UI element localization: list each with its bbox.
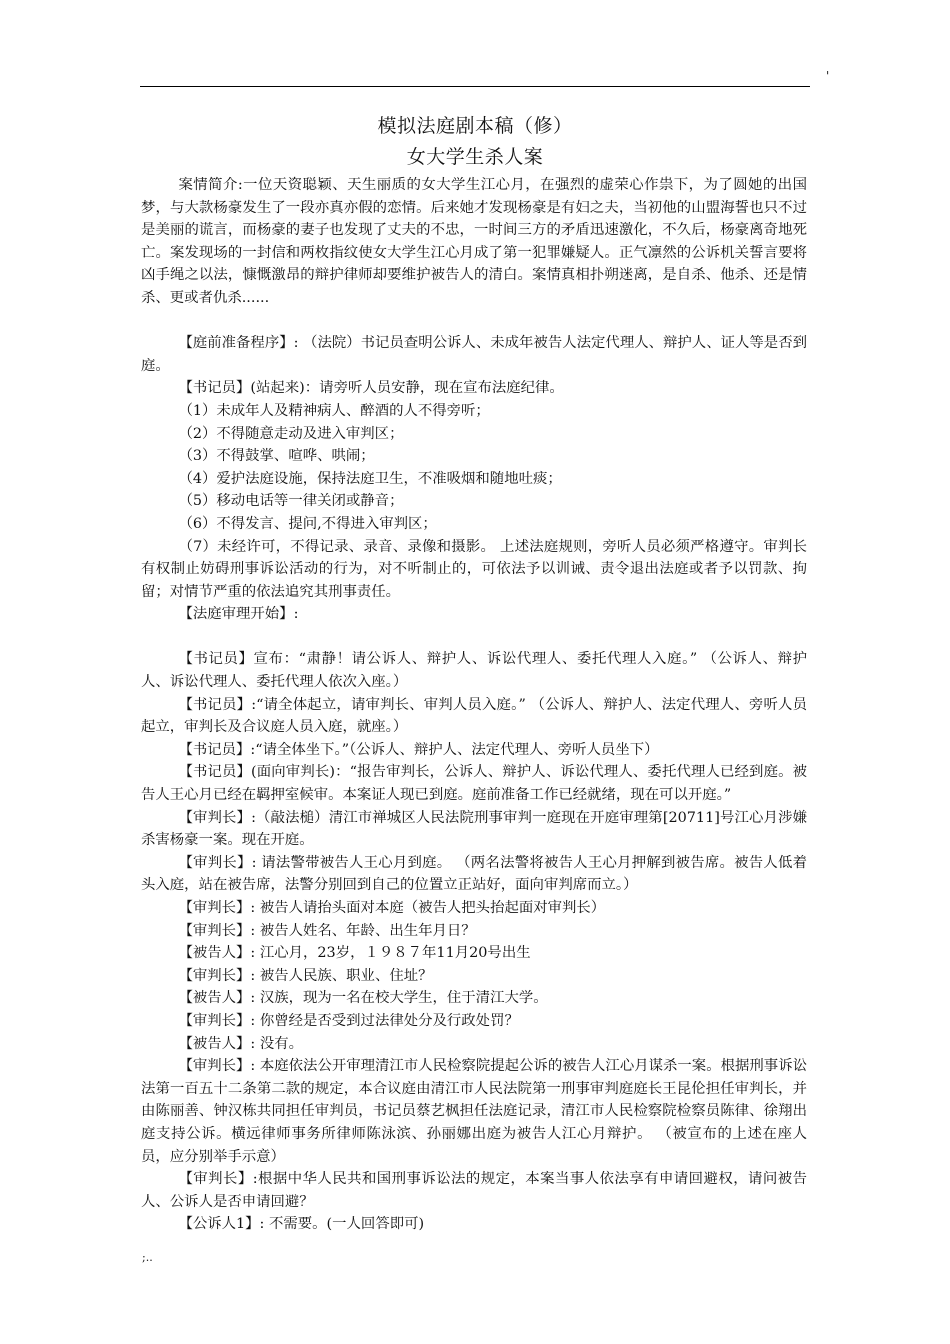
blank-line <box>141 626 807 649</box>
dialogue-paragraph: 【被告人】: 汉族，现为一名在校大学生，住于清江大学。 <box>178 990 548 1007</box>
dialogue-paragraph: 【公诉人1】: 不需要。(一人回答即可) <box>178 1216 425 1233</box>
dialogue-paragraph: 【被告人】: 没有。 <box>178 1035 303 1052</box>
clerk-announcement-paragraph: 【书记员】(站起来)：请旁听人员安静，现在宣布法庭纪律。 <box>178 380 564 397</box>
dialogue-paragraph: 【书记员】:“请全体起立，请审判长、审判人员入庭。” （公诉人、辩护人、法定代理人、旁听人员起立，审判长及合议庭人员入庭，就座。） <box>141 696 807 736</box>
dialogue-paragraph: 【审判长】: 被告人姓名、年龄、出生年月日？ <box>178 922 476 939</box>
dialogue-paragraph: 【审判长】:根据中华人民共和国刑事诉讼法的规定，本案当事人依法享有申请回避权，请问被告人、公诉人是否申请回避？ <box>141 1171 807 1210</box>
dialogue-paragraph: 【书记员】(面向审判长)：“报告审判长，公诉人、辩护人、诉讼代理人、委托代理人已经到庭。被告人王心月已经在羁押室候审。本案证人现已到庭。庭前准备工作已经就绪，现在可以开庭。” <box>141 764 807 804</box>
court-rule-item: （5）移动电话等一律关闭或静音； <box>178 493 404 510</box>
court-rule-item: （6）不得发言、提问,不得进入审判区； <box>178 515 437 532</box>
court-rule-item: （2）不得随意走动及进入审判区； <box>178 425 404 442</box>
header-mark: ' <box>826 69 830 83</box>
court-rule-item: （3）不得鼓掌、喧哗、哄闹； <box>178 448 375 465</box>
court-rule-item: （4）爱护法庭设施，保持法庭卫生，不准吸烟和随地吐痰； <box>178 470 562 487</box>
dialogue-paragraph: 【书记员】:“请全体坐下。”（公诉人、辩护人、法定代理人、旁听人员坐下） <box>178 741 659 758</box>
case-summary-paragraph: 案情简介:一位天资聪颖、天生丽质的女大学生江心月，在强烈的虚荣心作祟下，为了圆她的出国梦，与大款杨豪发生了一段亦真亦假的恋情。后来她才发现杨豪是有妇之夫，当初他的山盟海誓也只不过是美丽的谎言，而杨豪的妻子也发现了丈夫的不忠，一时间三方的矛盾迅速激化，不久后，杨豪离奇地死亡。案发现场的一封信和两枚指纹使女大学生江心月成了第一犯罪嫌疑人。正气凛然的公诉机关誓言要将凶手绳之以法，慷慨激昂的辩护律师却要维护被告人的清白。案情真相扑朔迷离，是自杀、他杀、还是情杀、更或者仇杀...... <box>141 177 807 306</box>
dialogue-paragraph: 【被告人】: 江心月，23岁，１９８７年11月20号出生 <box>178 945 531 962</box>
dialogue-paragraph: 【审判长】:（敲法槌）清江市禅城区人民法院刑事审判一庭现在开庭审理第[20711]号江心月涉嫌杀害杨豪一案。现在开庭。 <box>141 809 807 849</box>
dialogue-paragraph: 【审判长】: 被告人请抬头面对本庭（被告人把头抬起面对审判长） <box>178 900 606 916</box>
court-rule-item: （7）未经许可，不得记录、录音、录像和摄影。 上述法庭规则，旁听人员必须严格遵守。审判长有权制止妨碍刑事诉讼活动的行为，对不听制止的，可依法予以训诫、责令退出法庭或者予以罚款、拘留；对情节严重的依法追究其刑事责任。 <box>141 538 807 600</box>
dialogue-paragraph: 【审判长】: 请法警带被告人王心月到庭。 （两名法警将被告人王心月押解到被告席。被告人低着头入庭，站在被告席，法警分别回到自己的位置立正站好，面向审判席而立。） <box>141 854 807 894</box>
dialogue-paragraph: 【书记员】宣布：“肃静！请公诉人、辩护人、诉讼代理人、委托代理人入庭。” （公诉人、辩护人、诉讼代理人、委托代理人依次入座。） <box>141 651 807 691</box>
document-subtitle: 女大学生杀人案 <box>406 146 544 168</box>
pretrial-procedure-paragraph: 【庭前准备程序】: （法院）书记员查明公诉人、未成年被告人法定代理人、辩护人、证人等是否到庭。 <box>141 335 807 374</box>
court-rule-item: （1）未成年人及精神病人、醉酒的人不得旁听； <box>178 402 490 419</box>
header-rule <box>140 86 810 87</box>
dialogue-paragraph: 【审判长】: 你曾经是否受到过法律处分及行政处罚？ <box>178 1012 519 1029</box>
footer-mark: ;.. <box>142 1251 153 1264</box>
dialogue-paragraph: 【审判长】: 本庭依法公开审理清江市人民检察院提起公诉的被告人江心月谋杀一案。根据刑事诉讼法第一百五十二条第二款的规定，本合议庭由清江市人民法院第一刑事审判庭庭长王昆伦担任审判长，并由陈丽善、钟汉栋共同担任审判员，书记员蔡艺枫担任法庭记录，清江市人民检察院检察员陈律、徐翔出庭支持公诉。横远律师事务所律师陈泳滨、孙丽娜出庭为被告人江心月辩护。 （被宣布的上述在座人员，应分别举手示意） <box>141 1058 807 1165</box>
document-body <box>141 174 807 1236</box>
blank-line <box>141 310 807 333</box>
dialogue-paragraph: 【审判长】: 被告人民族、职业、住址？ <box>178 967 433 984</box>
document-title: 模拟法庭剧本稿（修） <box>377 115 573 137</box>
trial-start-heading: 【法庭审理开始】: <box>178 606 299 623</box>
